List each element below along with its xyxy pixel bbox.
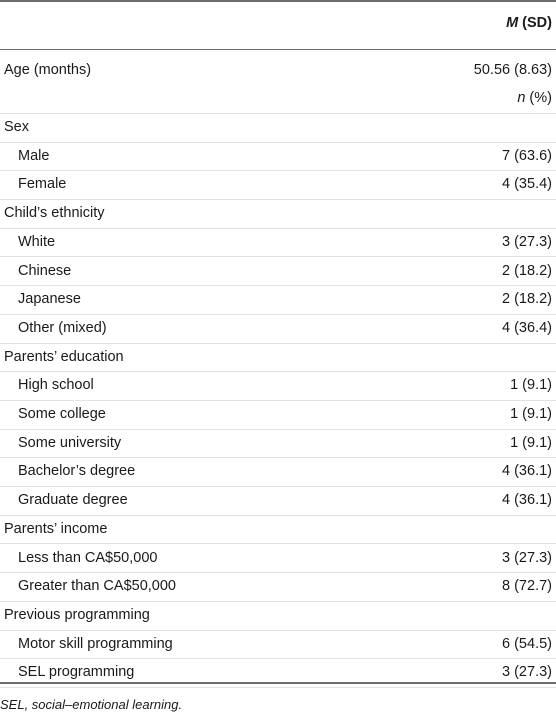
table-row <box>0 544 556 574</box>
table-row <box>0 572 556 602</box>
table-row <box>0 285 556 315</box>
section-label: Sex <box>4 119 29 135</box>
row-label: Chinese <box>18 262 72 279</box>
row-label: SEL programming <box>18 664 135 681</box>
table-row-age <box>0 56 556 85</box>
row-value: 6 (54.5) <box>502 635 552 652</box>
row-value: 4 (36.1) <box>502 463 552 480</box>
row-value: 4 (36.4) <box>502 319 552 336</box>
row-value: 8 (72.7) <box>502 578 552 595</box>
row-label: Female <box>18 176 67 193</box>
table-row <box>0 630 556 660</box>
table-row <box>0 314 556 344</box>
table-row <box>0 142 556 172</box>
row-label: Age (months) <box>4 62 92 78</box>
row-label: Less than CA$50,000 <box>18 549 158 566</box>
row-value: 1 (9.1) <box>510 406 552 422</box>
row-label: Bachelor’s degree <box>18 463 136 480</box>
table-row <box>0 371 556 401</box>
table-row <box>0 170 556 200</box>
section-label: Parents’ income <box>4 520 108 537</box>
section-label: Parents’ education <box>4 348 124 365</box>
table-header-rule <box>0 49 556 50</box>
table-bottom-rule <box>0 682 556 684</box>
table-row <box>0 457 556 487</box>
row-value: 2 (18.2) <box>502 262 552 279</box>
row-label: Some university <box>18 434 122 451</box>
table-row <box>0 486 556 516</box>
row-value: 7 (63.6) <box>502 147 552 164</box>
row-label: Greater than CA$50,000 <box>18 578 176 595</box>
row-value: 1 (9.1) <box>510 434 552 451</box>
column-subheader-n-percent: n (%) <box>517 90 552 106</box>
row-value: 3 (27.3) <box>502 233 552 250</box>
row-value: 4 (36.1) <box>502 492 552 509</box>
section-label: Child’s ethnicity <box>4 205 105 222</box>
table-section-row <box>0 515 556 545</box>
row-value: 4 (35.4) <box>502 176 552 193</box>
row-label: High school <box>18 377 94 394</box>
table-section-row <box>0 199 556 229</box>
row-label: White <box>18 233 56 250</box>
row-label: Graduate degree <box>18 492 128 509</box>
section-label: Previous programming <box>4 606 150 623</box>
row-label: Other (mixed) <box>18 319 107 336</box>
row-value: 1 (9.1) <box>510 377 552 394</box>
row-value: 50.56 (8.63) <box>473 62 552 78</box>
row-label: Male <box>18 147 50 164</box>
table-row <box>0 228 556 258</box>
table-section-row <box>0 601 556 631</box>
table-section-row <box>0 113 556 143</box>
row-value: 3 (27.3) <box>502 664 552 681</box>
table-row <box>0 257 556 287</box>
table-subheader-n-percent <box>0 84 556 114</box>
table-header-row <box>0 0 556 49</box>
column-header-mean-sd: M (SD) <box>506 15 552 31</box>
table-footnote: SEL, social–emotional learning. <box>0 697 183 712</box>
table-section-row <box>0 343 556 373</box>
table-row <box>0 429 556 459</box>
row-value: 3 (27.3) <box>502 549 552 566</box>
table-row <box>0 400 556 430</box>
row-label: Motor skill programming <box>18 635 173 652</box>
row-value: 2 (18.2) <box>502 291 552 308</box>
row-label: Japanese <box>18 291 81 308</box>
row-label: Some college <box>18 406 106 422</box>
